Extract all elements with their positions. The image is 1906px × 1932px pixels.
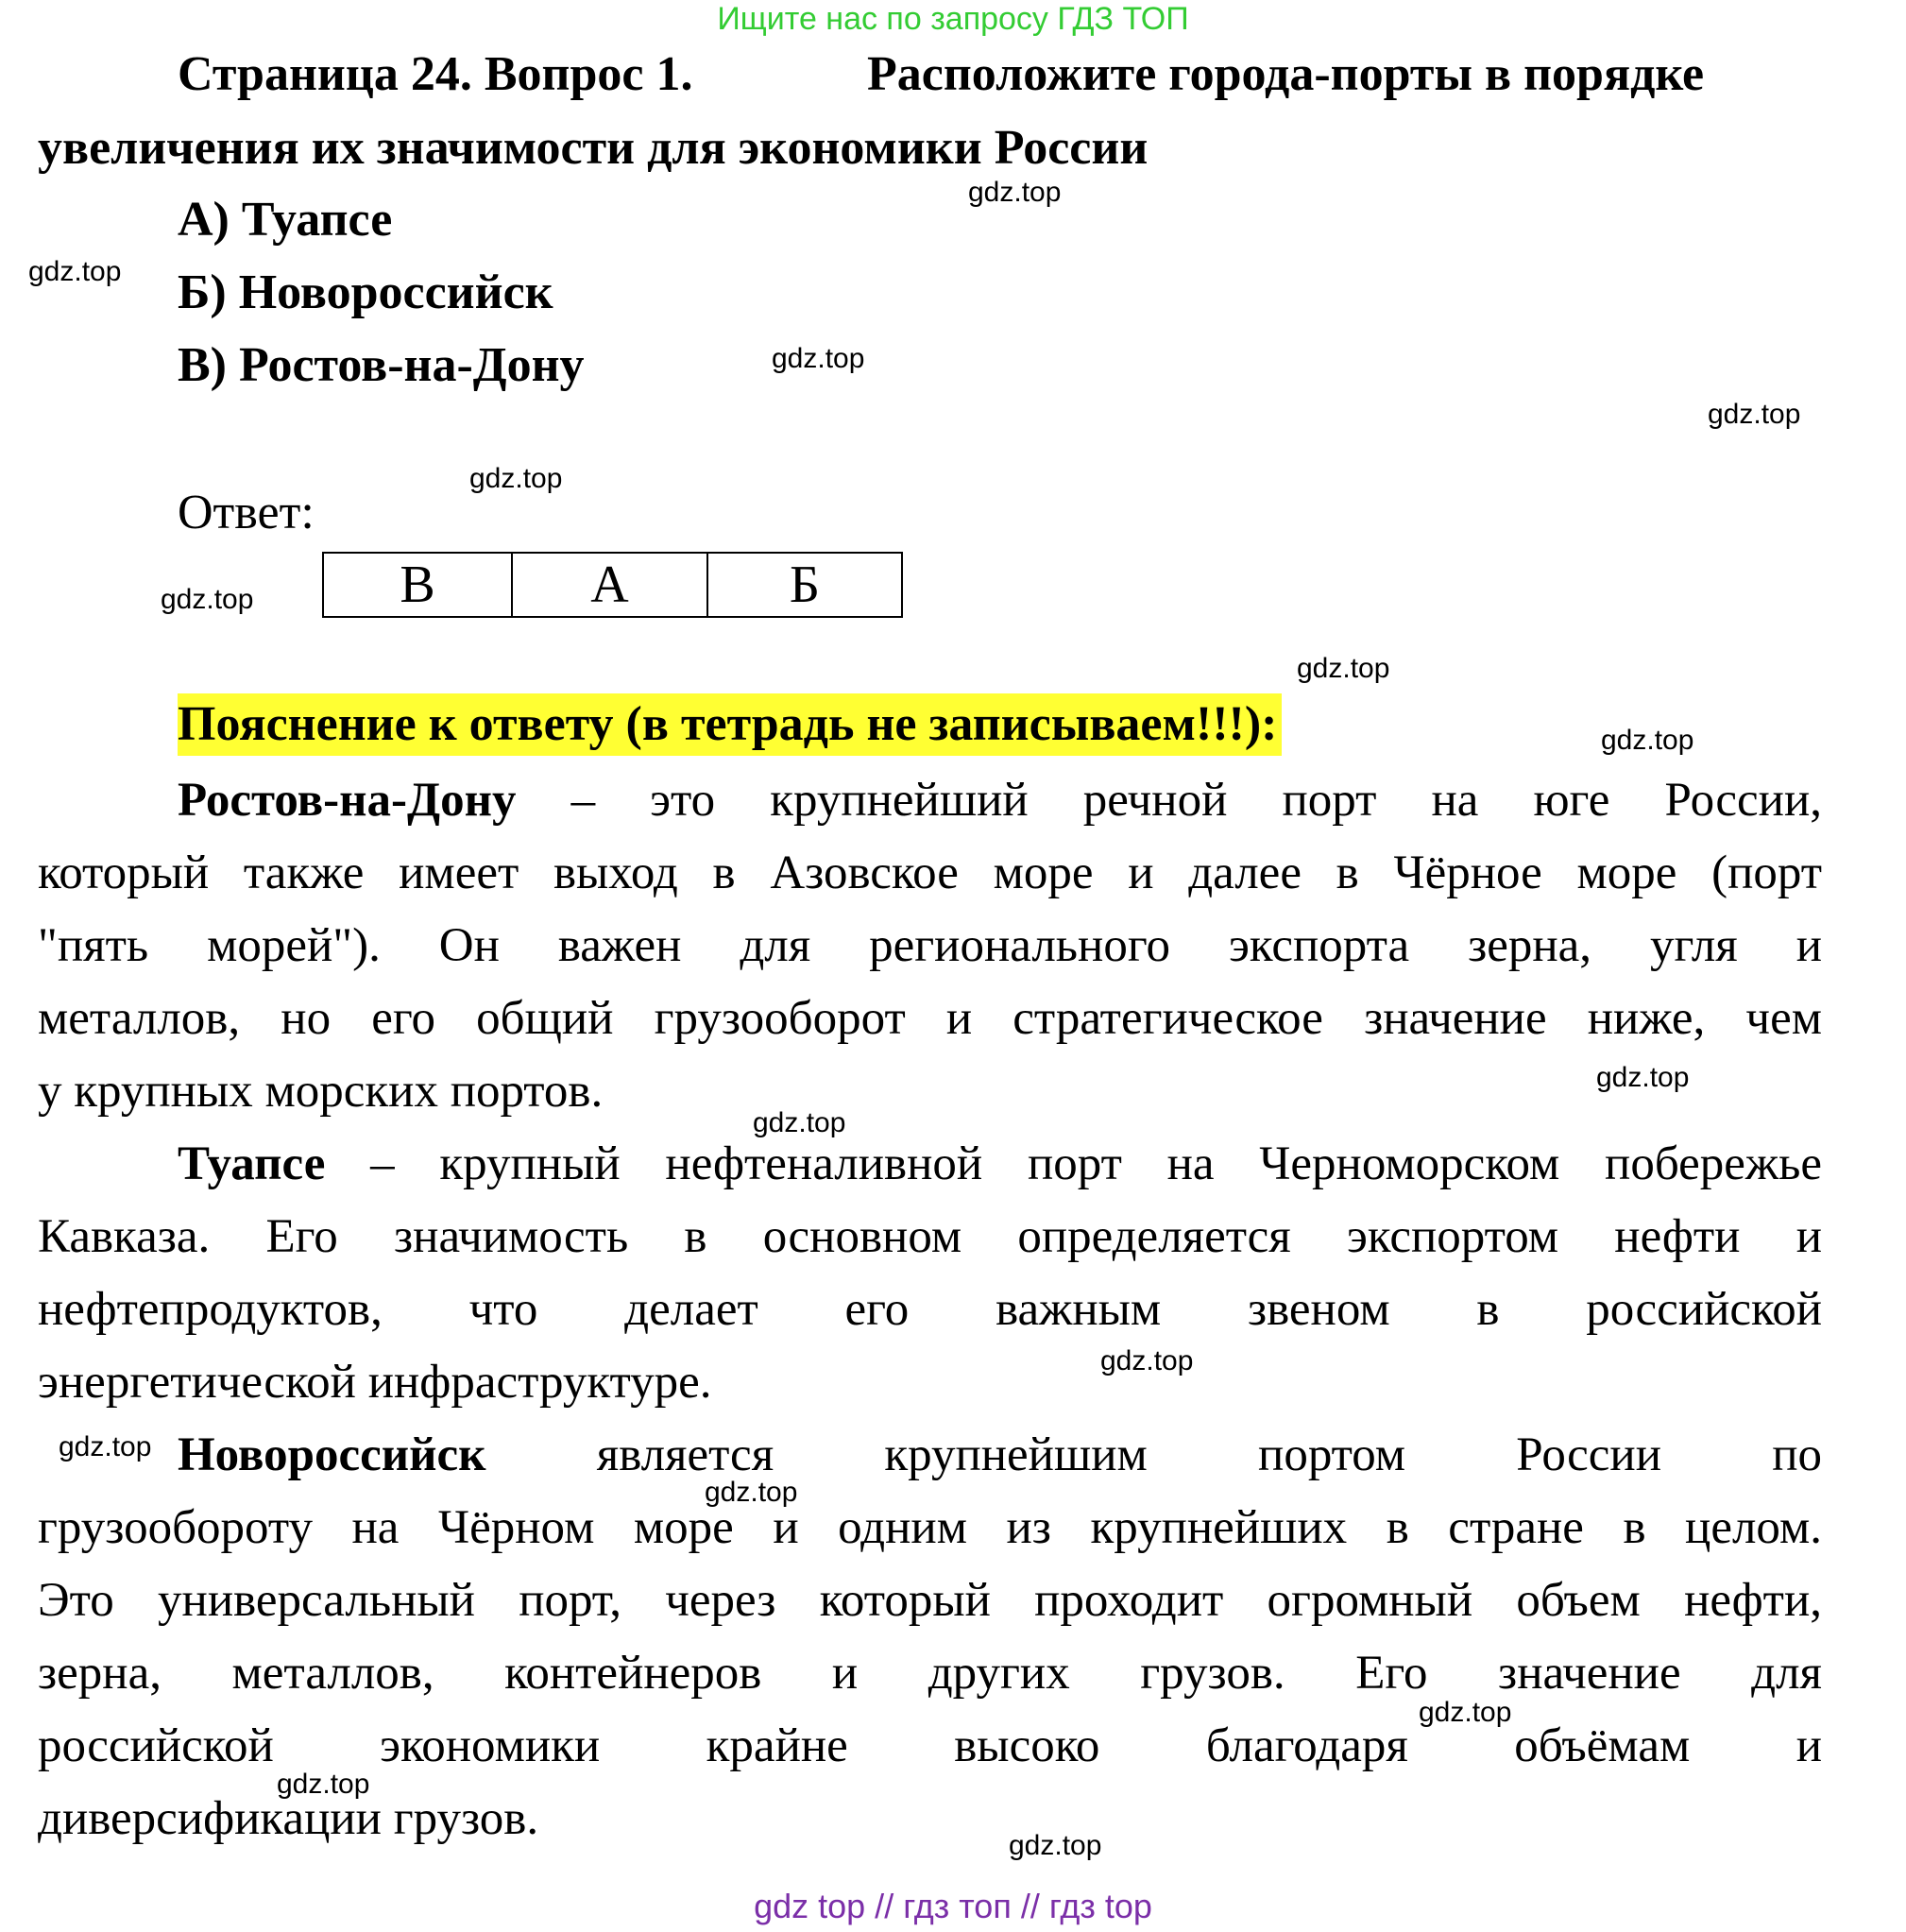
watermark: gdz.top [1419, 1697, 1512, 1728]
option-a: А) Туапсе [178, 193, 393, 247]
answer-cell-2: А [512, 553, 707, 617]
rostov-line-5: у крупных морских портов. [38, 1065, 604, 1118]
question-text-line2: увеличения их значимости для экономики России [38, 121, 1149, 175]
watermark: gdz.top [968, 177, 1062, 208]
question-heading [178, 42, 1704, 108]
novoross-line-2: грузообороту на Чёрном море и одним из крупнейших в стране в целом. [38, 1501, 1822, 1554]
watermark: gdz.top [1596, 1062, 1690, 1093]
watermark: gdz.top [277, 1769, 370, 1800]
novoross-line-1 [178, 1424, 1822, 1486]
novoross-line-4: зерна, металлов, контейнеров и других грузов. Его значение для [38, 1647, 1822, 1700]
top-banner: Ищите нас по запросу ГДЗ ТОП [717, 1, 1189, 37]
footer: gdz top // гдз топ // гдз top [754, 1887, 1152, 1925]
watermark: gdz.top [753, 1107, 846, 1138]
watermark: gdz.top [705, 1477, 798, 1508]
novoross-line-5: российской экономики крайне высоко благодаря объёмам и [38, 1719, 1822, 1772]
watermark: gdz.top [28, 256, 122, 287]
rostov-name: Ростов-на-Дону [178, 774, 517, 827]
question-text-line1: Расположите города-порты в порядке [867, 47, 1705, 101]
watermark: gdz.top [1297, 653, 1390, 684]
watermark: gdz.top [59, 1431, 152, 1462]
answer-cell-1: В [323, 553, 512, 617]
answer-label: Ответ: [178, 486, 315, 539]
watermark: gdz.top [1009, 1830, 1102, 1861]
watermark: gdz.top [1708, 399, 1801, 430]
option-c: В) Ростов-на-Дону [178, 338, 585, 392]
novoross-line-1-text: является крупнейшим портом России по [485, 1428, 1822, 1481]
answer-cell-3: Б [707, 553, 902, 617]
option-b: Б) Новороссийск [178, 265, 553, 319]
tuapse-line-3: нефтепродуктов, что делает его важным звеном в российской [38, 1283, 1822, 1336]
tuapse-line-1 [178, 1133, 1822, 1195]
explanation-title: Пояснение к ответу (в тетрадь не записываем!!!): [178, 693, 1282, 756]
answer-table [322, 552, 903, 618]
watermark: gdz.top [1100, 1345, 1194, 1376]
rostov-line-4: металлов, но его общий грузооборот и стратегическое значение ниже, чем [38, 992, 1822, 1045]
novoross-line-3: Это универсальный порт, через который проходит огромный объем нефти, [38, 1574, 1822, 1627]
tuapse-line-1-text: – крупный нефтеналивной порт на Черноморском побережье [325, 1137, 1822, 1190]
rostov-line-1-text: – это крупнейший речной порт на юге России, [516, 774, 1822, 827]
rostov-line-2: который также имеет выход в Азовское море и далее в Чёрное море (порт [38, 846, 1822, 899]
novoross-name: Новороссийск [178, 1428, 486, 1481]
question-title: Страница 24. Вопрос 1. [178, 47, 693, 101]
watermark: gdz.top [772, 343, 865, 374]
rostov-line-1 [178, 769, 1822, 831]
rostov-line-3: "пять морей"). Он важен для регионального экспорта зерна, угля и [38, 919, 1822, 972]
novoross-line-6: диверсификации грузов. [38, 1792, 539, 1845]
watermark: gdz.top [469, 463, 563, 494]
watermark: gdz.top [161, 584, 254, 615]
tuapse-line-4: энергетической инфраструктуре. [38, 1356, 712, 1409]
watermark: gdz.top [1601, 725, 1694, 756]
tuapse-line-2: Кавказа. Его значимость в основном определяется экспортом нефти и [38, 1210, 1822, 1263]
tuapse-name: Туапсе [178, 1137, 326, 1190]
